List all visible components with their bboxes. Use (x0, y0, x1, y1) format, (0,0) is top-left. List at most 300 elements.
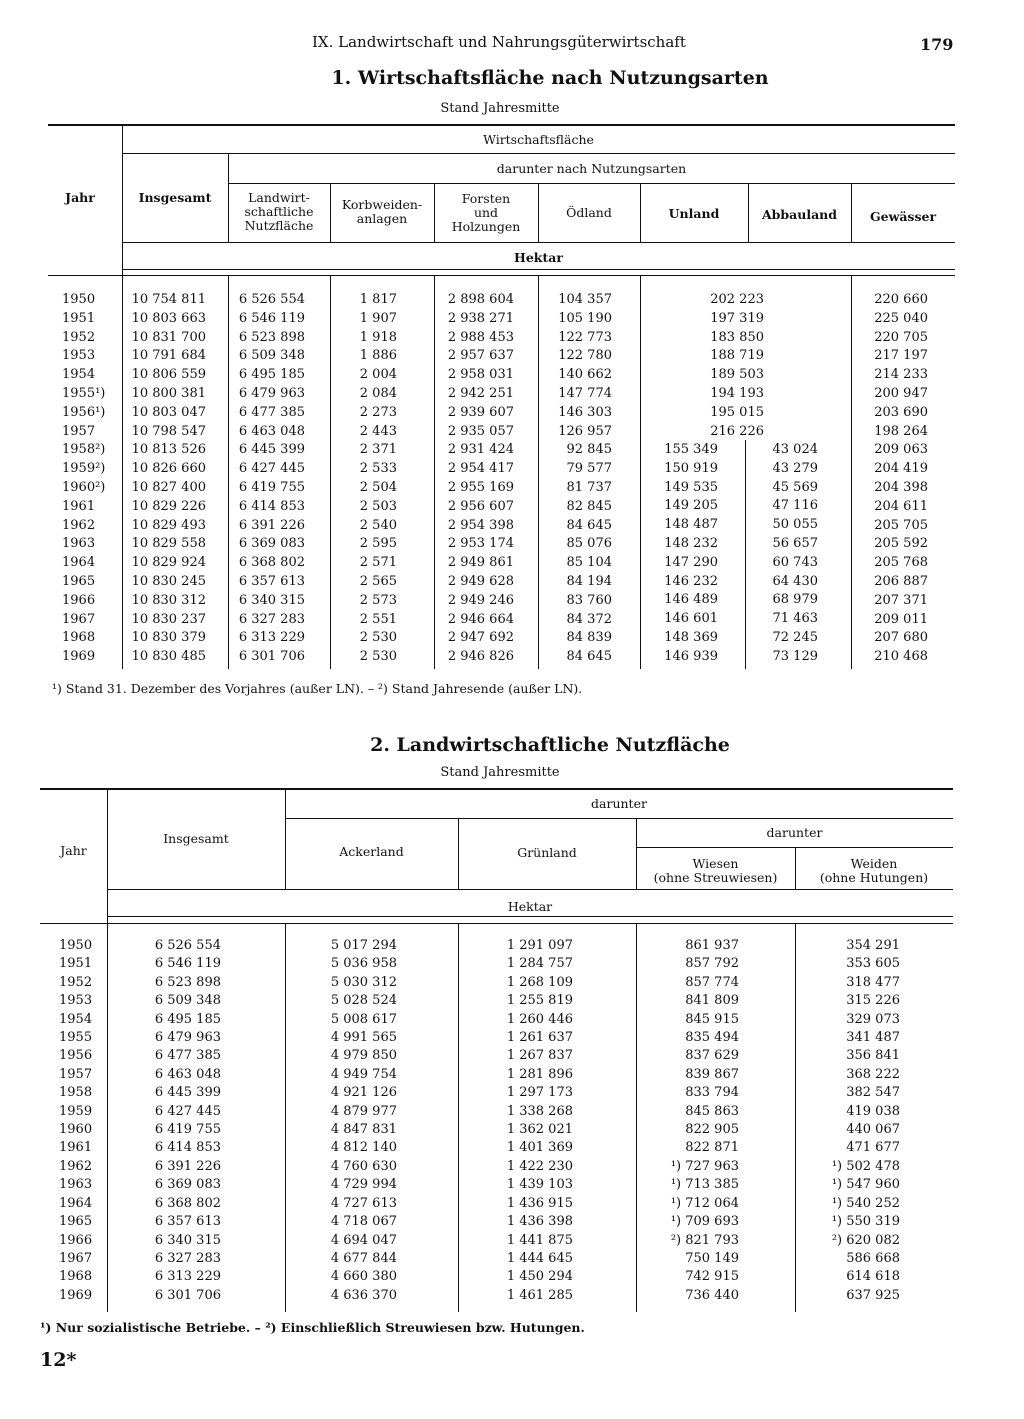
t1-lnf-cell: 6 463 048 (238, 423, 305, 439)
t1-oedland-cell: 122 773 (558, 329, 612, 345)
t2-year-cell: 1955 (59, 1030, 93, 1046)
t1-insgesamt-cell: 10 800 381 (131, 385, 206, 401)
t1-oedland-cell: 84 645 (566, 649, 612, 665)
t2-wiesen-cell: 833 794 (685, 1085, 739, 1101)
t1-insgesamt-cell: 10 830 312 (131, 592, 206, 608)
t1-unland-cell: 148 369 (664, 629, 718, 645)
t1-unland-cell: 146 601 (664, 611, 718, 627)
t2-weiden-cell: ¹) 502 478 (831, 1158, 900, 1174)
t2-weiden-cell: 341 487 (846, 1030, 900, 1046)
t2-wiesen-cell: 837 629 (685, 1048, 739, 1064)
t2-ackerland-cell: 5 008 617 (330, 1011, 397, 1027)
t1-lnf-cell: 6 340 315 (238, 592, 305, 608)
t2-weiden-cell: 353 605 (846, 956, 900, 972)
t2-weiden-cell: 440 067 (846, 1122, 900, 1138)
t2-gruenland-cell: 1 450 294 (506, 1269, 573, 1285)
t1-forsten-cell: 2 954 417 (447, 461, 514, 477)
t1-gewaesser-cell: 207 680 (874, 630, 928, 646)
t2-insgesamt-cell: 6 479 963 (154, 1030, 221, 1046)
t2-year-cell: 1969 (59, 1287, 93, 1303)
t1-lnf-cell: 6 369 083 (238, 536, 305, 552)
t2-year-cell: 1959 (59, 1103, 93, 1119)
t1-column-abbauland (748, 441, 818, 667)
t2-header-jahr: Jahr (60, 843, 87, 858)
t2-ackerland-cell: 4 760 630 (330, 1158, 397, 1174)
t1-unland-cell: 148 232 (664, 535, 718, 551)
t2-wiesen-cell: 845 915 (685, 1011, 739, 1027)
t2-wiesen-cell: 822 871 (685, 1140, 739, 1156)
t1-oedland-cell: 83 760 (566, 592, 612, 608)
table1-subtitle: Stand Jahresmitte (440, 101, 560, 116)
t1-unland-abbauland-cell: 216 226 (710, 423, 764, 439)
t2-column-jahr (59, 937, 92, 1305)
t1-gewaesser-cell: 205 592 (874, 536, 928, 552)
t1-lnf-cell: 6 327 283 (238, 611, 305, 627)
t1-column-korbweiden (330, 291, 397, 667)
t2-wiesen-cell: 841 809 (685, 993, 739, 1009)
t1-oedland-cell: 126 957 (558, 423, 612, 439)
t2-ackerland-cell: 4 729 994 (330, 1177, 397, 1193)
t1-oedland-cell: 92 845 (566, 442, 612, 458)
t2-gruenland-cell: 1 422 230 (506, 1158, 573, 1174)
t1-korbweiden-cell: 2 503 (359, 498, 397, 514)
t1-gewaesser-cell: 220 660 (874, 292, 928, 307)
t1-lnf-cell: 6 427 445 (238, 461, 305, 477)
t2-ackerland-cell: 4 847 831 (330, 1122, 397, 1138)
table1-footnote: ¹) Stand 31. Dezember des Vorjahres (außer LN). – ²) Stand Jahresende (außer LN). (52, 681, 583, 696)
t2-ackerland-cell: 5 017 294 (330, 938, 397, 953)
t1-gewaesser-cell: 198 264 (874, 423, 928, 439)
t2-header-gruenland: Grünland (517, 845, 577, 860)
t1-oedland-cell: 140 662 (558, 367, 612, 383)
t1-insgesamt-cell: 10 830 485 (131, 649, 206, 665)
t1-korbweiden-cell: 2 273 (359, 404, 397, 420)
t1-lnf-cell: 6 509 348 (238, 348, 305, 364)
t1-year-cell: 1958²) (62, 442, 106, 458)
t1-unland-cell: 146 939 (664, 648, 718, 664)
t2-weiden-cell: 614 618 (846, 1269, 900, 1285)
t1-insgesamt-cell: 10 803 047 (131, 404, 206, 420)
t2-gruenland-cell: 1 260 446 (506, 1011, 573, 1027)
t1-insgesamt-cell: 10 830 379 (131, 630, 206, 646)
t2-weiden-cell: 471 677 (846, 1140, 900, 1156)
t2-insgesamt-cell: 6 340 315 (154, 1232, 221, 1248)
t2-weiden-cell: 354 291 (846, 938, 900, 953)
t2-ackerland-cell: 5 036 958 (330, 956, 397, 972)
t2-ackerland-cell: 4 979 850 (330, 1048, 397, 1064)
t2-header-darunter2: darunter (766, 825, 823, 840)
t2-weiden-cell: 637 925 (846, 1287, 900, 1303)
t2-weiden-cell: ²) 620 082 (831, 1232, 900, 1248)
t1-year-cell: 1956¹) (62, 404, 106, 420)
t1-forsten-cell: 2 946 664 (447, 611, 514, 627)
t2-wiesen-cell: 845 863 (685, 1103, 739, 1119)
t2-header-insgesamt: Insgesamt (163, 831, 229, 846)
t1-header-forsten: Forsten und Holzungen (451, 191, 521, 234)
page-number: 179 (920, 35, 954, 54)
t1-year-cell: 1965 (62, 573, 96, 589)
t2-ackerland-cell: 5 028 524 (330, 993, 397, 1009)
t1-forsten-cell: 2 956 607 (447, 498, 514, 514)
t2-gruenland-cell: 1 338 268 (506, 1103, 573, 1119)
t2-weiden-cell: 329 073 (846, 1011, 900, 1027)
t1-abbauland-cell: 43 024 (772, 442, 818, 457)
t2-ackerland-cell: 4 812 140 (330, 1140, 397, 1156)
t1-unland-cell: 146 232 (664, 573, 718, 589)
t2-gruenland-cell: 1 255 819 (506, 993, 573, 1009)
t1-header-unit: Hektar (514, 250, 563, 265)
t2-gruenland-cell: 1 461 285 (506, 1287, 573, 1303)
t1-gewaesser-cell: 204 398 (874, 479, 928, 495)
t1-forsten-cell: 2 949 628 (447, 573, 514, 589)
t2-gruenland-cell: 1 261 637 (506, 1030, 573, 1046)
t1-gewaesser-cell: 225 040 (874, 310, 928, 326)
t1-header-gewaesser: Gewässer (869, 209, 937, 224)
t1-oedland-cell: 84 839 (566, 630, 612, 646)
t2-weiden-cell: ¹) 547 960 (831, 1177, 900, 1193)
t1-forsten-cell: 2 931 424 (447, 442, 514, 458)
t1-unland-cell: 146 489 (664, 592, 718, 608)
t1-column-unland (640, 441, 718, 667)
t1-header-lnf: Landwirt- schaftliche Nutzfläche (244, 190, 314, 233)
t2-insgesamt-cell: 6 427 445 (154, 1103, 221, 1119)
t1-unland-abbauland-cell: 183 850 (710, 329, 764, 345)
t1-insgesamt-cell: 10 803 663 (131, 310, 206, 326)
t2-insgesamt-cell: 6 327 283 (154, 1250, 221, 1266)
t2-ackerland-cell: 4 660 380 (330, 1269, 397, 1285)
t1-lnf-cell: 6 391 226 (238, 517, 305, 533)
t2-wiesen-cell: 750 149 (685, 1250, 739, 1266)
t1-forsten-cell: 2 949 861 (447, 555, 514, 571)
t2-wiesen-cell: 857 774 (685, 974, 739, 990)
table1-title: 1. Wirtschaftsfläche nach Nutzungsarten (331, 67, 769, 89)
t1-header-jahr: Jahr (65, 190, 95, 205)
chapter-title: IX. Landwirtschaft und Nahrungsgüterwirtschaft (312, 33, 686, 51)
t1-column-oedland (538, 291, 612, 667)
t1-abbauland-cell: 45 569 (772, 479, 818, 495)
t2-insgesamt-cell: 6 546 119 (154, 956, 221, 972)
t1-korbweiden-cell: 2 443 (359, 423, 397, 439)
t2-weiden-cell: ¹) 540 252 (831, 1195, 900, 1211)
t1-lnf-cell: 6 368 802 (238, 555, 305, 571)
t2-gruenland-cell: 1 439 103 (506, 1177, 573, 1193)
t2-year-cell: 1963 (59, 1177, 93, 1193)
t1-oedland-cell: 104 357 (558, 292, 612, 307)
t2-year-cell: 1952 (59, 974, 93, 990)
t2-year-cell: 1968 (59, 1269, 93, 1285)
t1-lnf-cell: 6 526 554 (238, 292, 305, 307)
t1-gewaesser-cell: 209 011 (874, 611, 928, 627)
t1-abbauland-cell: 47 116 (772, 498, 818, 514)
t2-wiesen-cell: ¹) 727 963 (670, 1158, 739, 1174)
t1-year-cell: 1950 (62, 292, 96, 307)
t2-weiden-cell: ¹) 550 319 (831, 1214, 900, 1230)
t1-gewaesser-cell: 207 371 (874, 592, 928, 608)
t2-insgesamt-cell: 6 445 399 (154, 1085, 221, 1101)
t2-ackerland-cell: 4 677 844 (330, 1250, 397, 1266)
t1-lnf-cell: 6 523 898 (238, 329, 305, 345)
t1-year-cell: 1969 (62, 649, 96, 665)
t1-korbweiden-cell: 2 504 (359, 479, 397, 495)
t1-unland-abbauland-cell: 202 223 (710, 292, 764, 307)
t1-header-insgesamt: Insgesamt (138, 190, 212, 205)
t2-weiden-cell: 315 226 (846, 993, 900, 1009)
t1-year-cell: 1955¹) (62, 385, 106, 401)
t1-header-wirtschaftsflaeche: Wirtschaftsfläche (483, 132, 594, 147)
t1-forsten-cell: 2 988 453 (447, 329, 514, 345)
t1-column-insgesamt (122, 291, 206, 667)
t2-wiesen-cell: 835 494 (685, 1030, 739, 1046)
t1-korbweiden-cell: 2 084 (359, 385, 397, 401)
t1-year-cell: 1964 (62, 555, 96, 571)
t1-gewaesser-cell: 210 468 (874, 649, 928, 665)
t2-insgesamt-cell: 6 313 229 (154, 1269, 221, 1285)
t1-korbweiden-cell: 2 573 (359, 592, 397, 608)
t1-forsten-cell: 2 939 607 (447, 404, 514, 420)
t2-wiesen-cell: ¹) 712 064 (670, 1195, 739, 1211)
page-signature-mark: 12* (40, 1349, 77, 1371)
t1-gewaesser-cell: 209 063 (874, 442, 928, 458)
t2-column-insgesamt (107, 937, 221, 1305)
t1-insgesamt-cell: 10 830 245 (131, 573, 206, 589)
t1-insgesamt-cell: 10 806 559 (131, 367, 206, 383)
t1-year-cell: 1968 (62, 630, 96, 646)
t1-lnf-cell: 6 419 755 (238, 479, 305, 495)
t1-insgesamt-cell: 10 826 660 (131, 461, 206, 477)
t1-header-oedland: Ödland (566, 205, 612, 220)
t1-korbweiden-cell: 1 918 (359, 329, 397, 345)
t1-korbweiden-cell: 1 886 (359, 348, 397, 364)
t1-oedland-cell: 81 737 (566, 479, 612, 495)
t1-header-abbauland: Abbauland (761, 207, 838, 222)
t2-weiden-cell: 382 547 (846, 1085, 900, 1101)
t2-insgesamt-cell: 6 391 226 (154, 1158, 221, 1174)
t1-insgesamt-cell: 10 813 526 (131, 442, 206, 458)
t2-year-cell: 1957 (59, 1066, 93, 1082)
t2-gruenland-cell: 1 291 097 (506, 938, 573, 953)
t1-column-unland-abbauland-combined (640, 291, 764, 441)
t1-year-cell: 1960²) (62, 479, 106, 495)
t2-column-wiesen (636, 937, 739, 1305)
t2-year-cell: 1961 (59, 1140, 93, 1156)
t1-lnf-cell: 6 414 853 (238, 498, 305, 514)
t1-abbauland-cell: 50 055 (772, 517, 818, 533)
t1-korbweiden-cell: 2 565 (359, 573, 397, 589)
t1-abbauland-cell: 68 979 (772, 592, 818, 608)
t2-year-cell: 1965 (59, 1214, 93, 1230)
t2-year-cell: 1962 (59, 1158, 93, 1174)
t2-gruenland-cell: 1 436 915 (506, 1195, 573, 1211)
t2-header-darunter: darunter (591, 796, 647, 811)
t1-abbauland-cell: 60 743 (772, 554, 818, 570)
t1-abbauland-cell: 71 463 (772, 611, 818, 627)
t2-insgesamt-cell: 6 509 348 (154, 993, 221, 1009)
t2-insgesamt-cell: 6 495 185 (154, 1011, 221, 1027)
t1-korbweiden-cell: 2 004 (359, 367, 397, 383)
table2-title: 2. Landwirtschaftliche Nutzfläche (370, 734, 730, 756)
t1-insgesamt-cell: 10 827 400 (131, 479, 206, 495)
t1-lnf-cell: 6 357 613 (238, 573, 305, 589)
t2-year-cell: 1950 (59, 938, 93, 953)
t1-korbweiden-cell: 2 530 (359, 649, 397, 665)
t1-insgesamt-cell: 10 791 684 (131, 348, 206, 364)
t2-insgesamt-cell: 6 357 613 (154, 1214, 221, 1230)
t1-korbweiden-cell: 2 371 (359, 442, 397, 458)
t1-unland-cell: 155 349 (664, 442, 718, 457)
t1-unland-abbauland-cell: 194 193 (710, 385, 764, 401)
t1-column-gewaesser (851, 291, 928, 667)
t2-wiesen-cell: 822 905 (685, 1122, 739, 1138)
t1-korbweiden-cell: 2 571 (359, 555, 397, 571)
t2-column-ackerland (285, 937, 397, 1305)
t1-forsten-cell: 2 953 174 (447, 536, 514, 552)
t1-forsten-cell: 2 942 251 (447, 385, 514, 401)
t2-year-cell: 1958 (59, 1085, 93, 1101)
t2-insgesamt-cell: 6 419 755 (154, 1122, 221, 1138)
t1-year-cell: 1959²) (62, 461, 106, 477)
t1-insgesamt-cell: 10 831 700 (131, 329, 206, 345)
t2-gruenland-cell: 1 284 757 (506, 956, 573, 972)
t2-ackerland-cell: 4 727 613 (330, 1195, 397, 1211)
t1-year-cell: 1951 (62, 310, 96, 326)
t1-year-cell: 1962 (62, 517, 96, 533)
t1-oedland-cell: 146 303 (558, 404, 612, 420)
t1-insgesamt-cell: 10 829 558 (131, 536, 206, 552)
t2-wiesen-cell: ¹) 709 693 (670, 1214, 739, 1230)
t1-lnf-cell: 6 479 963 (238, 385, 305, 401)
t1-abbauland-cell: 56 657 (772, 535, 818, 551)
t2-insgesamt-cell: 6 523 898 (154, 974, 221, 990)
t1-forsten-cell: 2 954 398 (447, 517, 514, 533)
t2-weiden-cell: 419 038 (846, 1103, 900, 1119)
t1-lnf-cell: 6 301 706 (238, 649, 305, 665)
t1-korbweiden-cell: 2 540 (359, 517, 397, 533)
t1-oedland-cell: 85 104 (566, 555, 612, 571)
t1-unland-cell: 148 487 (664, 517, 718, 533)
t2-year-cell: 1953 (59, 993, 93, 1009)
t2-wiesen-cell: 736 440 (685, 1287, 739, 1303)
t1-oedland-cell: 105 190 (558, 310, 612, 326)
t2-insgesamt-cell: 6 369 083 (154, 1177, 221, 1193)
t1-forsten-cell: 2 898 604 (447, 292, 514, 307)
t1-gewaesser-cell: 214 233 (874, 367, 928, 383)
t2-gruenland-cell: 1 441 875 (506, 1232, 573, 1248)
t2-year-cell: 1967 (59, 1250, 93, 1266)
t1-abbauland-cell: 43 279 (772, 460, 818, 476)
t1-korbweiden-cell: 1 907 (359, 310, 397, 326)
t2-ackerland-cell: 4 636 370 (330, 1287, 397, 1303)
t2-insgesamt-cell: 6 368 802 (154, 1195, 221, 1211)
t1-unland-abbauland-cell: 189 503 (710, 367, 764, 383)
t1-gewaesser-cell: 204 611 (874, 498, 928, 514)
t2-year-cell: 1951 (59, 956, 93, 972)
t1-column-lnf (228, 291, 305, 667)
table2-subtitle: Stand Jahresmitte (440, 765, 560, 780)
t1-unland-cell: 149 205 (664, 498, 718, 514)
t1-insgesamt-cell: 10 754 811 (131, 292, 206, 307)
t2-wiesen-cell: 742 915 (685, 1269, 739, 1285)
t2-weiden-cell: 356 841 (846, 1048, 900, 1064)
t2-ackerland-cell: 5 030 312 (330, 974, 397, 990)
t1-unland-cell: 150 919 (664, 460, 718, 476)
t1-oedland-cell: 85 076 (566, 536, 612, 552)
t2-year-cell: 1964 (59, 1195, 93, 1211)
t1-column-jahr (62, 291, 105, 667)
t1-abbauland-cell: 72 245 (772, 629, 818, 645)
t2-wiesen-cell: 857 792 (685, 956, 739, 972)
t1-korbweiden-cell: 1 817 (359, 292, 397, 307)
t2-year-cell: 1956 (59, 1048, 93, 1064)
t1-forsten-cell: 2 938 271 (447, 310, 514, 326)
t2-column-weiden (795, 937, 900, 1305)
t2-ackerland-cell: 4 991 565 (330, 1030, 397, 1046)
t1-lnf-cell: 6 546 119 (238, 310, 305, 326)
t2-header-wiesen: Wiesen (ohne Streuwiesen) (653, 856, 778, 885)
t1-insgesamt-cell: 10 830 237 (131, 611, 206, 627)
t1-forsten-cell: 2 946 826 (447, 649, 514, 665)
t2-wiesen-cell: ²) 821 793 (670, 1232, 739, 1248)
t1-year-cell: 1963 (62, 536, 96, 552)
t1-insgesamt-cell: 10 829 226 (131, 498, 206, 514)
t1-oedland-cell: 79 577 (566, 461, 612, 477)
t1-abbauland-cell: 73 129 (772, 648, 818, 664)
t1-year-cell: 1966 (62, 592, 96, 608)
t1-forsten-cell: 2 955 169 (447, 479, 514, 495)
t1-year-cell: 1957 (62, 423, 96, 439)
t1-insgesamt-cell: 10 829 924 (131, 555, 206, 571)
t1-lnf-cell: 6 313 229 (238, 630, 305, 646)
t2-column-gruenland (458, 937, 573, 1305)
t1-gewaesser-cell: 206 887 (874, 573, 928, 589)
t1-korbweiden-cell: 2 551 (359, 611, 397, 627)
t1-korbweiden-cell: 2 530 (359, 630, 397, 646)
t1-year-cell: 1961 (62, 498, 96, 514)
t1-column-forsten (434, 291, 514, 667)
t1-gewaesser-cell: 205 768 (874, 555, 928, 571)
t1-unland-abbauland-cell: 197 319 (710, 310, 764, 326)
t2-gruenland-cell: 1 444 645 (506, 1250, 573, 1266)
t2-insgesamt-cell: 6 414 853 (154, 1140, 221, 1156)
t2-ackerland-cell: 4 694 047 (330, 1232, 397, 1248)
t2-header-ackerland: Ackerland (339, 844, 404, 859)
t1-header-korbweiden: Korbweiden- anlagen (341, 197, 423, 226)
t1-insgesamt-cell: 10 829 493 (131, 517, 206, 533)
t2-wiesen-cell: 839 867 (685, 1066, 739, 1082)
t2-insgesamt-cell: 6 477 385 (154, 1048, 221, 1064)
t1-gewaesser-cell: 204 419 (874, 461, 928, 477)
t1-gewaesser-cell: 200 947 (874, 385, 928, 401)
t2-gruenland-cell: 1 362 021 (506, 1122, 573, 1138)
table2-footnote: ¹) Nur sozialistische Betriebe. – ²) Einschließlich Streuwiesen bzw. Hutungen. (40, 1320, 585, 1335)
t2-year-cell: 1960 (59, 1122, 93, 1138)
t1-unland-cell: 149 535 (664, 479, 718, 495)
t2-wiesen-cell: ¹) 713 385 (670, 1177, 739, 1193)
t2-ackerland-cell: 4 718 067 (330, 1214, 397, 1230)
t2-gruenland-cell: 1 297 173 (506, 1085, 573, 1101)
t2-gruenland-cell: 1 401 369 (506, 1140, 573, 1156)
t2-ackerland-cell: 4 949 754 (330, 1066, 397, 1082)
t1-forsten-cell: 2 958 031 (447, 367, 514, 383)
t2-weiden-cell: 586 668 (846, 1250, 900, 1266)
t1-oedland-cell: 84 372 (566, 611, 612, 627)
t1-lnf-cell: 6 477 385 (238, 404, 305, 420)
t1-gewaesser-cell: 220 705 (874, 329, 928, 345)
t1-oedland-cell: 82 845 (566, 498, 612, 514)
t1-gewaesser-cell: 205 705 (874, 517, 928, 533)
t2-year-cell: 1966 (59, 1232, 93, 1248)
t1-abbauland-cell: 64 430 (772, 573, 818, 589)
t2-insgesamt-cell: 6 463 048 (154, 1066, 221, 1082)
